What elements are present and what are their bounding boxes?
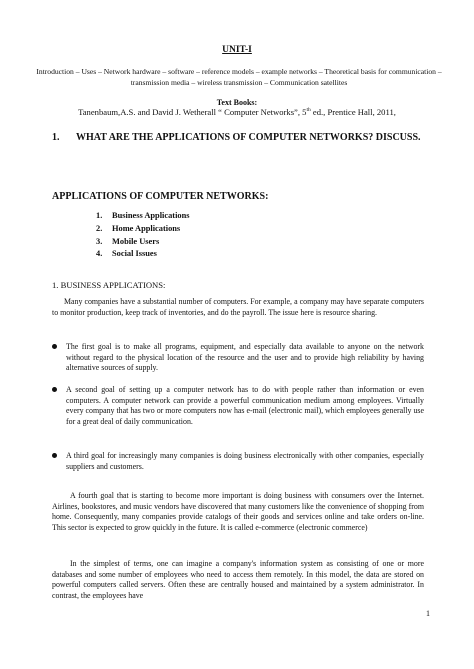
syllabus-topics: Introduction – Uses – Network hardware – software – reference models – example networks – Theoretical basis for communication – transmission media – wireless transmission – Communication satellites [36,67,442,87]
list-item-label: Mobile Users [112,236,160,246]
intro-paragraph: Many companies have a substantial number of computers. For example, a company may have separate computers to monitor production, keep track of inventories, and do the payroll. The issue here is resource sharing. [52,297,424,317]
applications-heading: APPLICATIONS OF COMPUTER NETWORKS: [52,191,269,202]
list-item [96,236,190,249]
list-item [96,223,190,236]
list-item-number: 1. [96,211,103,220]
applications-list [96,210,190,261]
text-book-reference [0,107,474,117]
fourth-goal-paragraph: A fourth goal that is starting to become more important is doing business with consumers over the Internet. Airlines, bookstores, and music vendors have discovered that many customers like the convenience of shopping from home. Consequently, many companies provide catalogs of their goods and services online and take orders on-line. This sector is expected to grow quickly in the future. It is called e-commerce (electronic commerce) [52,491,424,532]
simplest-terms-paragraph: In the simplest of terms, one can imagine a company's information system as consisting of one or more databases and some number of employees who need to access them remotely. In this model, the data are stored on powerful computers called servers. Often these are centrally housed and maintained by a system administrator. In contrast, the employees have [52,559,424,600]
question-number: 1. [52,132,60,143]
bullet-dot [52,387,57,392]
text-book-ref-pre: Tanenbaum,A.S. and David J. Wetherall “ Computer Networks”, 5 [78,107,307,117]
text-books-heading: Text Books: [216,98,258,107]
question-text: WHAT ARE THE APPLICATIONS OF COMPUTER NETWORKS? DISCUSS. [76,132,421,143]
page-number: 1 [426,609,430,618]
list-item [96,210,190,223]
list-item [96,248,190,261]
text-book-ref-post: ed., Prentice Hall, 2011, [310,107,396,117]
list-item-label: Home Applications [112,223,181,233]
list-item-label: Business Applications [112,211,190,220]
bullet-text: A third goal for increasingly many companies is doing business electronically with other companies, especially suppliers and customers. [66,451,424,471]
unit-title: UNIT-I [222,45,252,55]
list-item-label: Social Issues [112,249,157,259]
list-item-number: 3. [96,236,103,246]
bullet-dot [52,344,57,349]
bullet-text: A second goal of setting up a computer network has to do with people rather than information or even computers. A computer network can provide a powerful communication medium among employees. Virtually every company that has two or more computers now has e-mail (electronic mail), which employees generally use for a great deal of daily communication. [66,385,424,426]
bullet-dot [52,453,57,458]
list-item-number: 4. [96,249,103,259]
bullet-text: The first goal is to make all programs, equipment, and especially data available to anyone on the network without regard to the physical location of the resource and the user and to provide high reliability by having alternative sources of supply. [66,342,424,373]
text-book-ref-sup: th [306,107,311,114]
list-item-number: 2. [96,223,103,233]
section-heading: 1. BUSINESS APPLICATIONS: [52,280,166,290]
